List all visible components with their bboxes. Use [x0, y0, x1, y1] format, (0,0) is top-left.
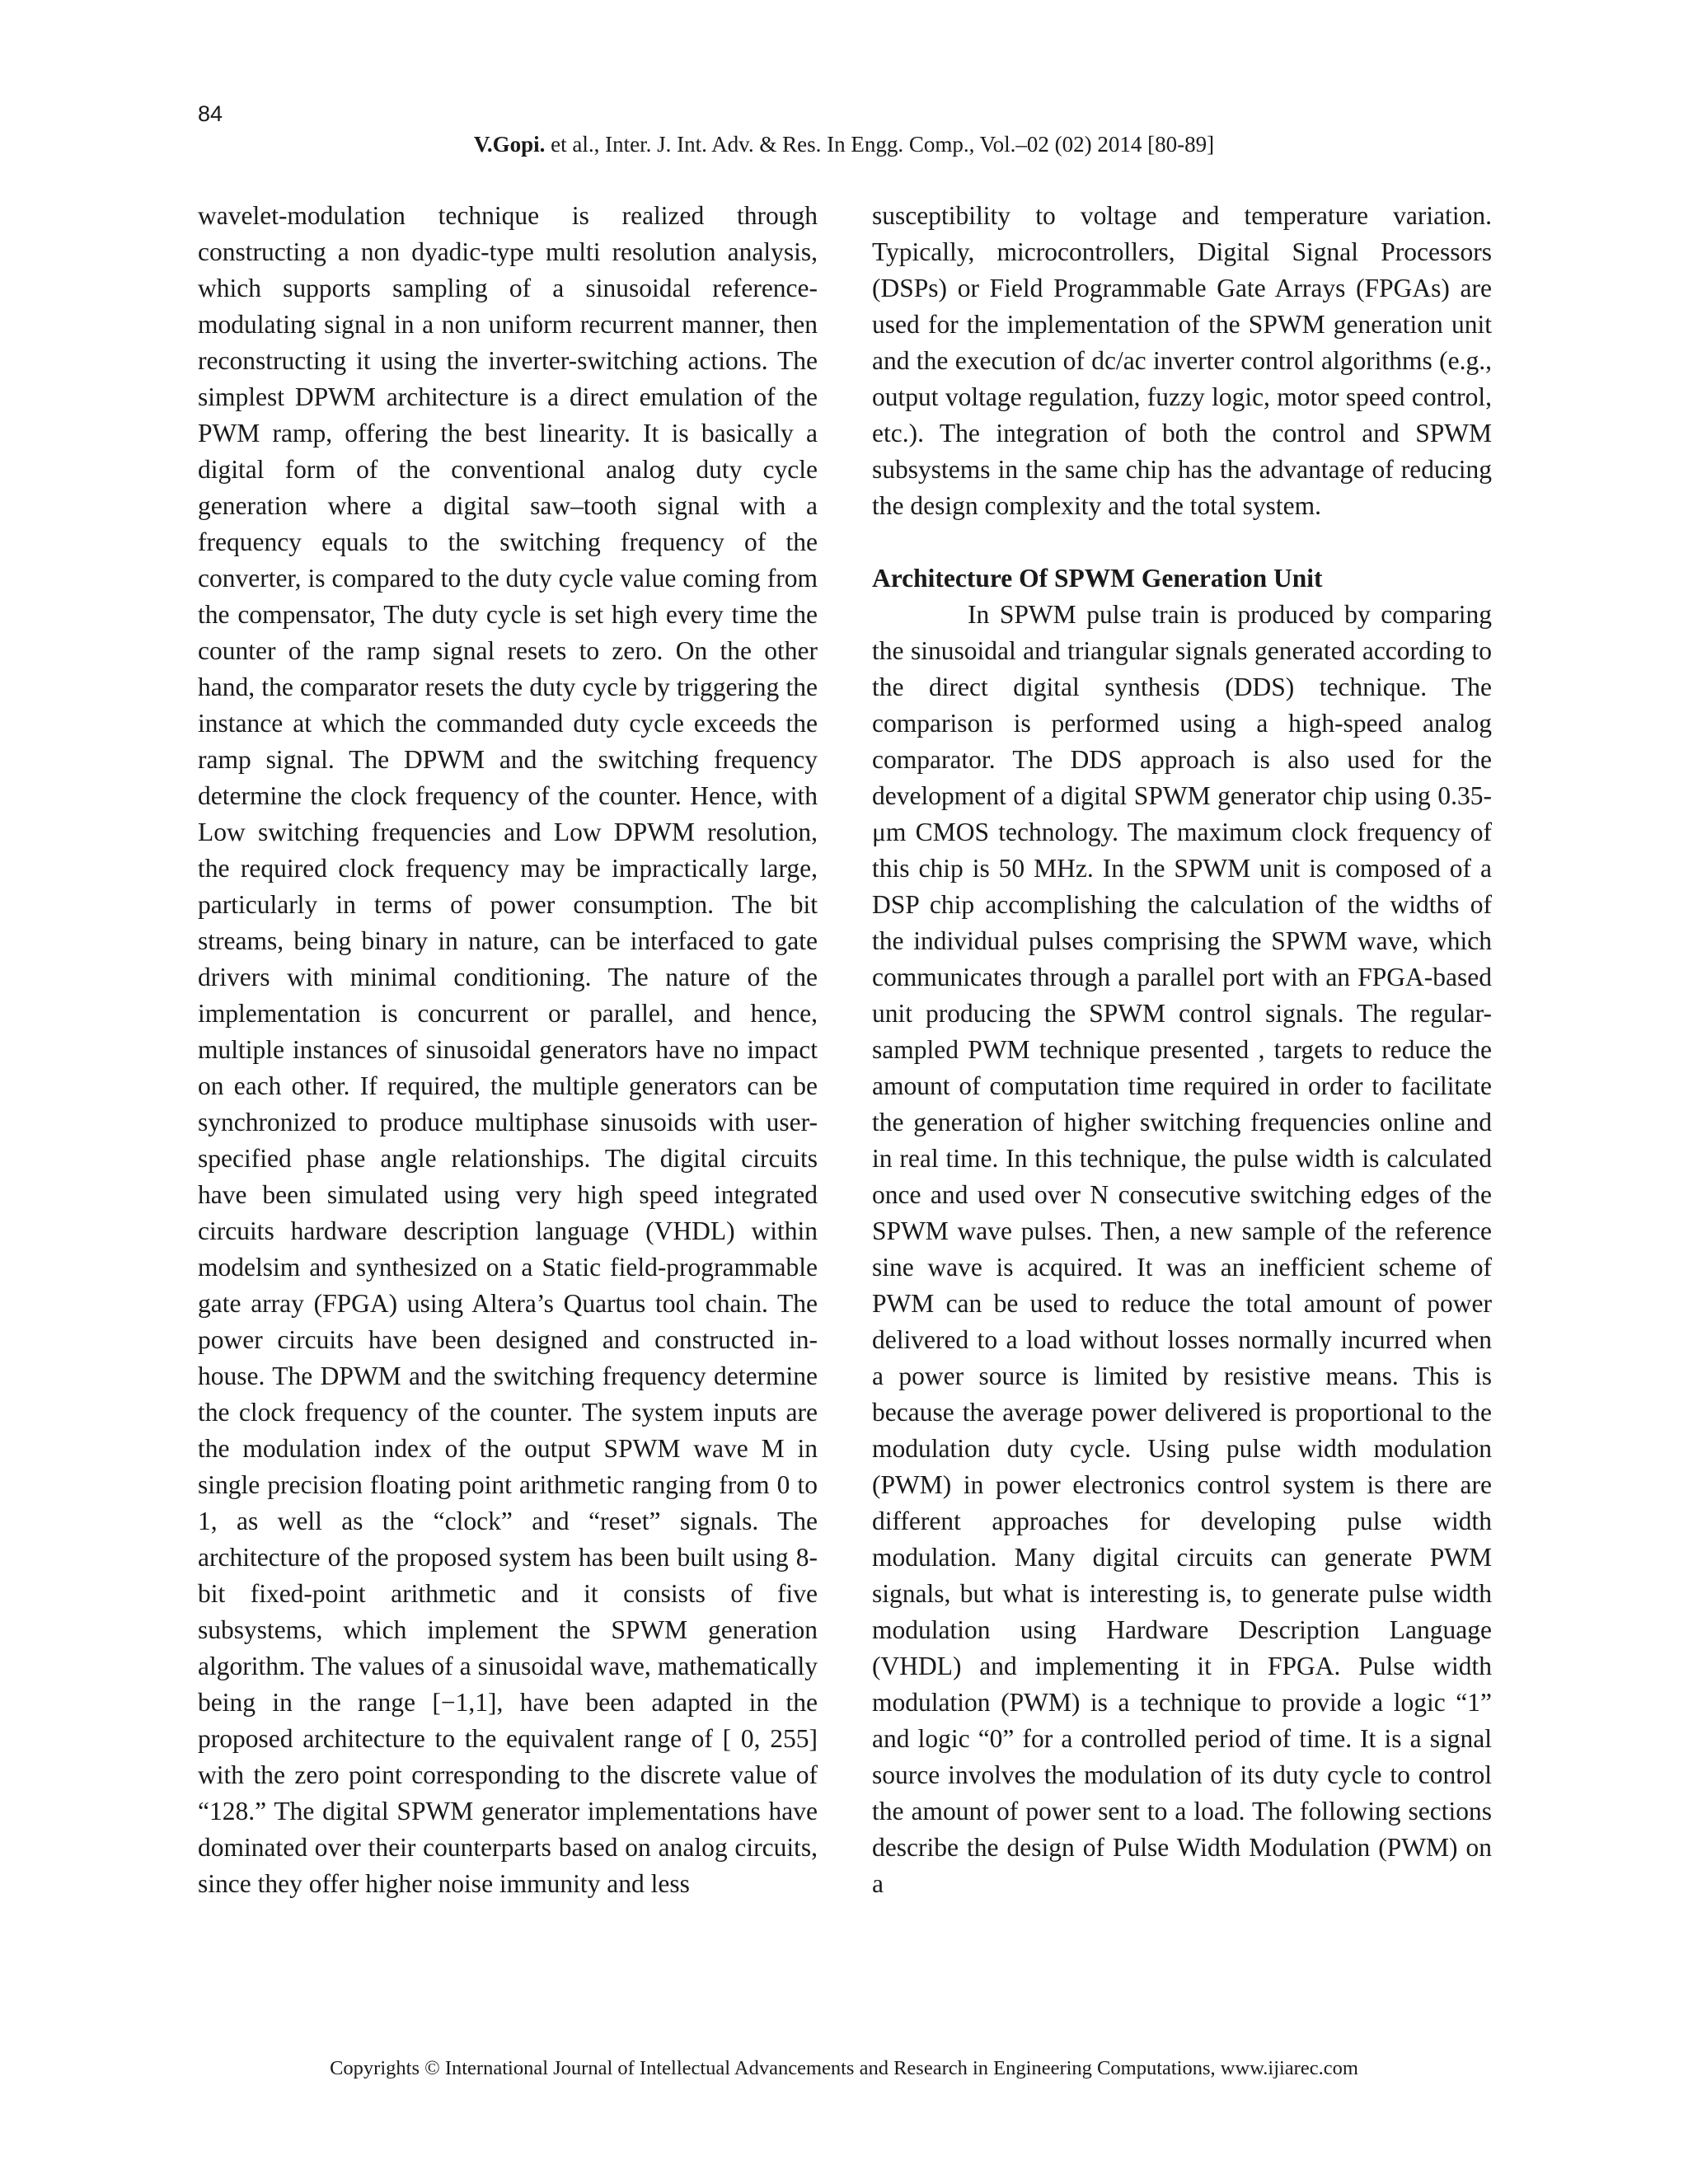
header-author: V.Gopi.: [473, 132, 546, 157]
body-paragraph: susceptibility to voltage and temperature variation. Typically, microcontrollers, Digital Signal Processors (DSPs) or Field Programmable Gate Arrays (FPGAs) are used for the implementation of the SPWM generation unit and the execution of dc/ac inverter control algorithms (e.g., output voltage regulation, fuzzy logic, motor speed control, etc.). The integration of both the control and SPWM subsystems in the same chip has the advantage of reducing the design complexity and the total system.: [872, 201, 1492, 520]
right-column: [872, 198, 1492, 1902]
section-heading: Architecture Of SPWM Generation Unit: [872, 564, 1323, 593]
running-header: [0, 132, 1688, 157]
header-citation: et al., Inter. J. Int. Adv. & Res. In Engg. Comp., Vol.–02 (02) 2014 [80-89]: [545, 132, 1215, 157]
page-number: 84: [198, 101, 223, 126]
body-paragraph: In SPWM pulse train is produced by comparing the sinusoidal and triangular signals generated according to the direct digital synthesis (DDS) technique. The comparison is performed using a high-speed analog comparator. The DDS approach is also used for the development of a digital SPWM generator chip using 0.35-μm CMOS technology. The maximum clock frequency of this chip is 50 MHz. In the SPWM unit is composed of a DSP chip accomplishing the calculation of the widths of the individual pulses comprising the SPWM wave, which communicates through a parallel port with an FPGA-based unit producing the SPWM control signals. The regular- sampled PWM technique presented , targets to reduce the amount of computation time required in order to facilitate the generation of higher switching frequencies online and in real time. In this technique, the pulse width is calculated once and used over N consecutive switching edges of the SPWM wave pulses. Then, a new sample of the reference sine wave is acquired. It was an inefficient scheme of PWM can be used to reduce the total amount of power delivered to a load without losses normally incurred when a power source is limited by resistive means. This is because the average power delivered is proportional to the modulation duty cycle. Using pulse width modulation (PWM) in power electronics control system is there are different approaches for developing pulse width modulation. Many digital circuits can generate PWM signals, but what is interesting is, to generate pulse width modulation using Hardware Description Language (VHDL) and implementing it in FPGA. Pulse width modulation (PWM) is a technique to provide a logic “1” and logic “0” for a controlled period of time. It is a signal source involves the modulation of its duty cycle to control the amount of power sent to a load. The following sections describe the design of Pulse Width Modulation (PWM) on a: [872, 600, 1492, 1898]
left-column: [198, 198, 818, 1902]
copyright-footer: Copyrights © International Journal of Intellectual Advancements and Research in Engineering Computations, www.ijiarec.com: [330, 2057, 1358, 2079]
body-paragraph: wavelet-modulation technique is realized through constructing a non dyadic-type multi resolution analysis, which supports sampling of a sinusoidal reference- modulating signal in a non uniform recurrent manner, then reconstructing it using the inverter-switching actions. The simplest DPWM architecture is a direct emulation of the PWM ramp, offering the best linearity. It is basically a digital form of the conventional analog duty cycle generation where a digital saw–tooth signal with a frequency equals to the switching frequency of the converter, is compared to the duty cycle value coming from the compensator, The duty cycle is set high every time the counter of the ramp signal resets to zero. On the other hand, the comparator resets the duty cycle by triggering the instance at which the commanded duty cycle exceeds the ramp signal. The DPWM and the switching frequency determine the clock frequency of the counter. Hence, with Low switching frequencies and Low DPWM resolution, the required clock frequency may be impractically large, particularly in terms of power consumption. The bit streams, being binary in nature, can be interfaced to gate drivers with minimal conditioning. The nature of the implementation is concurrent or parallel, and hence, multiple instances of sinusoidal generators have no impact on each other. If required, the multiple generators can be synchronized to produce multiphase sinusoids with user-specified phase angle relationships. The digital circuits have been simulated using very high speed integrated circuits hardware description language (VHDL) within modelsim and synthesized on a Static field-programmable gate array (FPGA) using Altera’s Quartus tool chain. The power circuits have been designed and constructed in-house. The DPWM and the switching frequency determine the clock frequency of the counter. The system inputs are the modulation index of the output SPWM wave M in single precision floating point arithmetic ranging from 0 to 1, as well as the “clock” and “reset” signals. The architecture of the proposed system has been built using 8-bit fixed-point arithmetic and it consists of five subsystems, which implement the SPWM generation algorithm. The values of a sinusoidal wave, mathematically being in the range [−1,1], have been adapted in the proposed architecture to the equivalent range of [ 0, 255] with the zero point corresponding to the discrete value of “128.” The digital SPWM generator implementations have dominated over their counterparts based on analog circuits, since they offer higher noise immunity and less: [198, 201, 818, 1898]
